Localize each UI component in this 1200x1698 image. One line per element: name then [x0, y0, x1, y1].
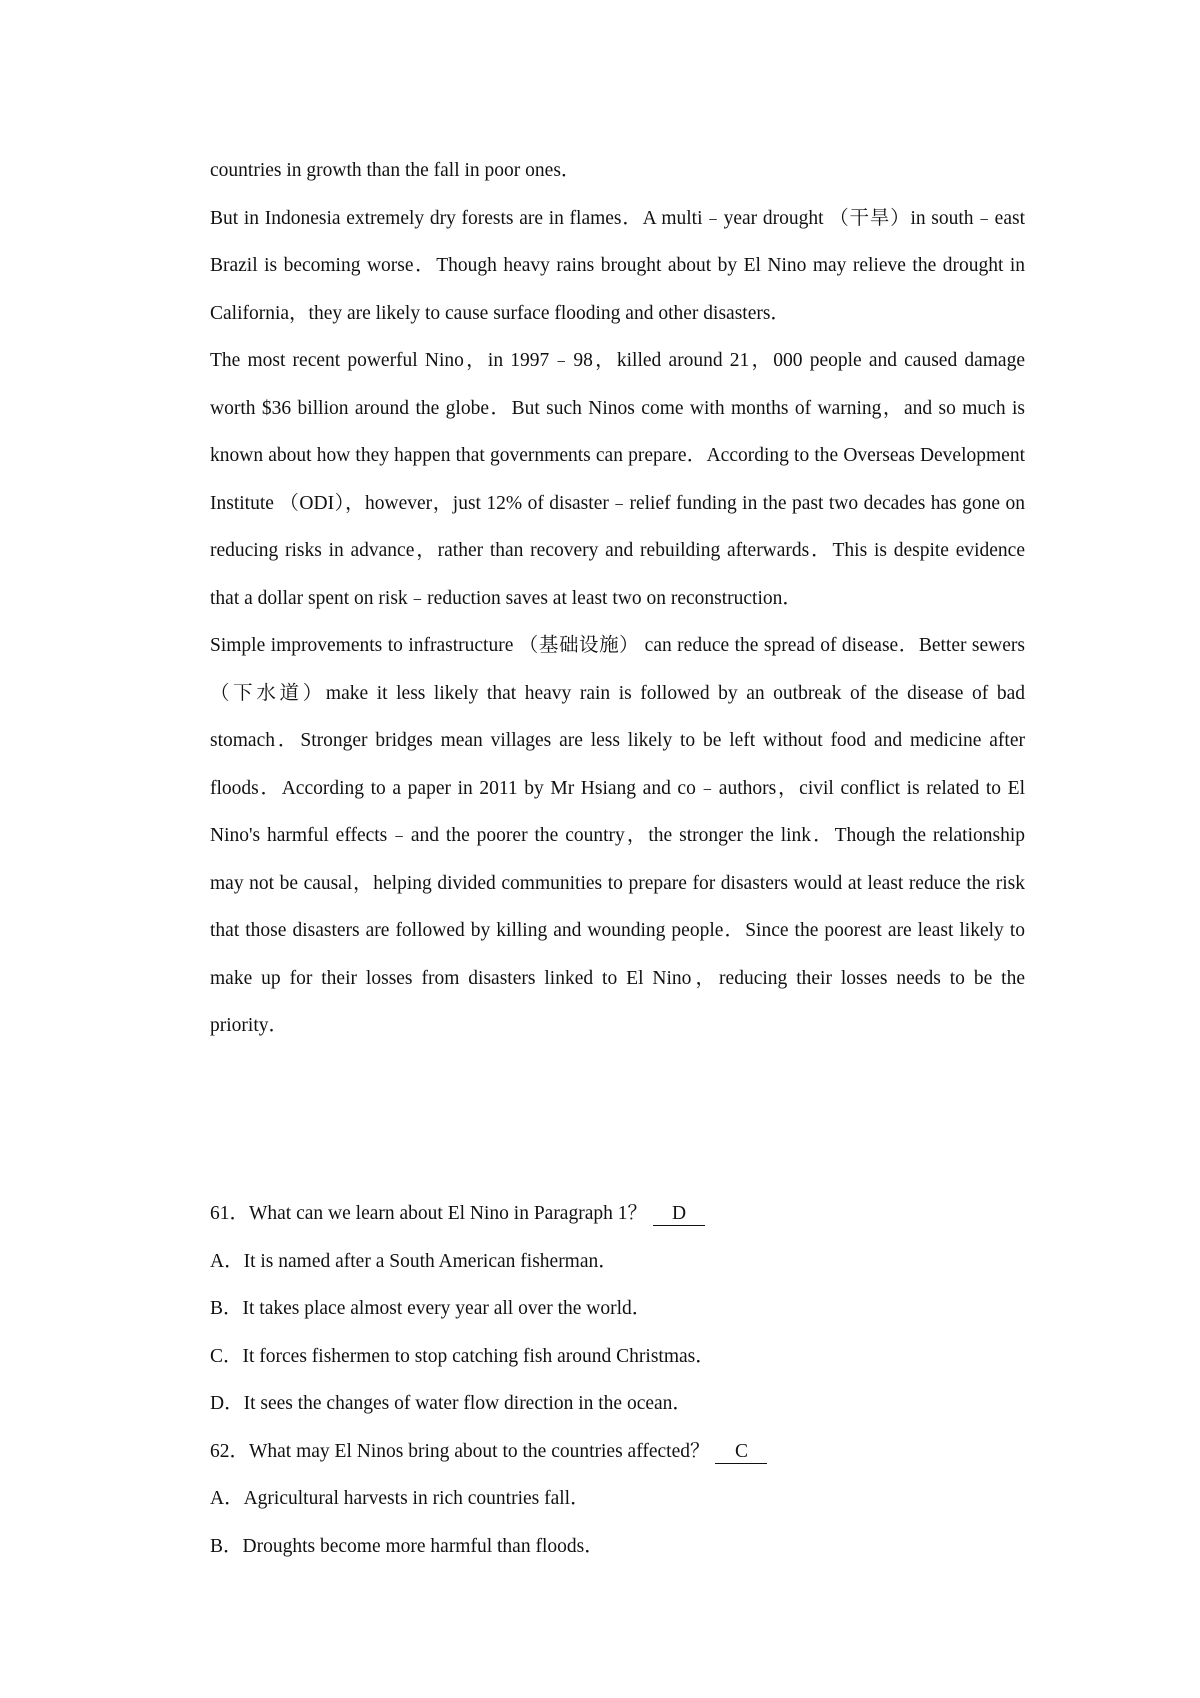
passage [210, 147, 1025, 1050]
answer-blank: C [715, 1441, 767, 1464]
passage-paragraph: But in Indonesia extremely dry forests are in flames．A multi﹣year drought （干旱）in south﹣east Brazil is becoming worse．Though heavy rains brought about by El Nino may relieve the drought in California，they are likely to cause surface flooding and other disasters． [210, 207, 1025, 324]
option-a: A．Agricultural harvests in rich countries fall． [210, 1488, 590, 1509]
passage-paragraph: countries in growth than the fall in poor ones． [210, 160, 581, 181]
option-b: B．It takes place almost every year all over the world． [210, 1298, 652, 1319]
option-b: B．Droughts become more harmful than floods． [210, 1535, 604, 1557]
option-c: C．It forces fishermen to stop catching fish around Christmas． [210, 1345, 715, 1367]
option-d: D．It sees the changes of water flow direction in the ocean． [210, 1393, 692, 1414]
option-a: A．It is named after a South American fisherman． [210, 1250, 618, 1272]
question-61 [210, 1190, 1025, 1238]
question-text: 62．What may El Ninos bring about to the countries affected？ [210, 1440, 710, 1462]
question-text: 61．What can we learn about El Nino in Paragraph 1？ [210, 1203, 647, 1224]
passage-paragraph: Simple improvements to infrastructure （基础设施） can reduce the spread of disease．Better sewers （下水道）make it less likely that heavy rain is followed by an outbreak of the disease of bad stomach．Stronger bridges mean villages are less likely to be left without food and medicine after floods．According to a paper in 2011 by Mr Hsiang and co﹣authors，civil conflict is related to El Nino's harmful effects﹣and the poorer the country，the stronger the link．Though the relationship may not be causal，helping divided communities to prepare for disasters would at least reduce the risk that those disasters are followed by killing and wounding people．Since the poorest are least likely to make up for their losses from disasters linked to El Nino，reducing their losses needs to be the priority． [210, 635, 1025, 1036]
passage-paragraph: The most recent powerful Nino，in 1997﹣98，killed around 21，000 people and caused damage worth $36 billion around the globe．But such Ninos come with months of warning，and so much is known about how they happen that governments can prepare．According to the Overseas Development Institute （ODI），however，just 12% of disaster﹣relief funding in the past two decades has gone on reducing risks in advance，rather than recovery and rebuilding afterwards．This is despite evidence that a dollar spent on risk﹣reduction saves at least two on reconstruction． [210, 350, 1025, 609]
question-list [210, 1190, 1025, 1570]
question-62 [210, 1428, 1025, 1476]
answer-blank: D [653, 1203, 705, 1226]
